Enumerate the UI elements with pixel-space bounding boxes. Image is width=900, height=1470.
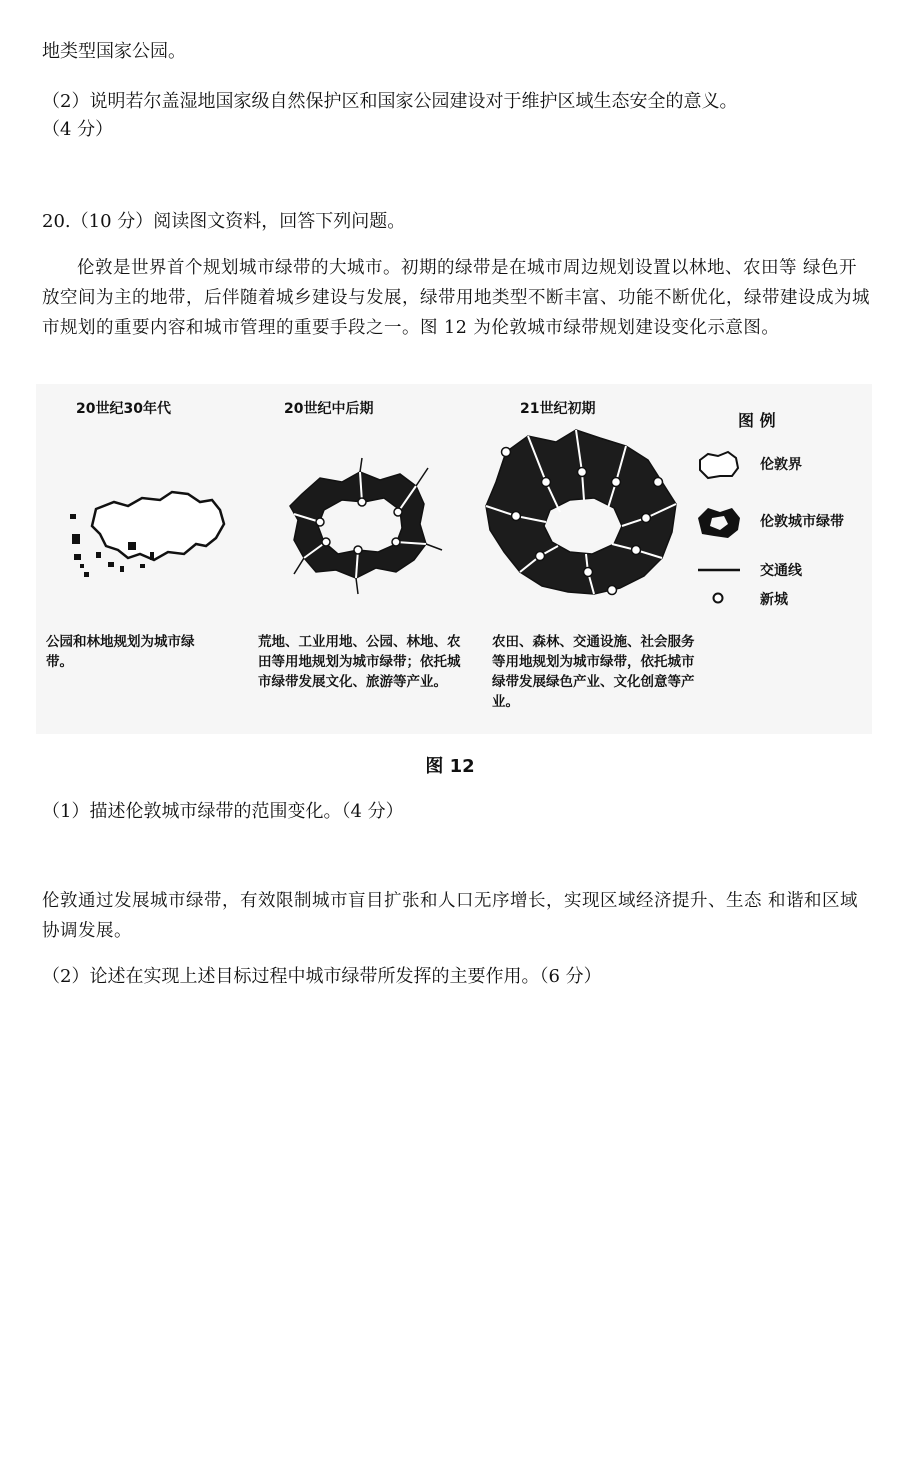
legend-greenbelt-icon: [694, 504, 744, 540]
panel-1-desc: 公园和林地规划为城市绿带。: [46, 634, 195, 670]
panel-2-map: [264, 454, 454, 604]
question-19-2: （2）说明若尔盖湿地国家级自然保护区和国家公园建设对于维护区域生态安全的意义。: [42, 91, 738, 112]
legend-label-boundary: 伦敦界: [760, 457, 802, 473]
question-20-1: （1）描述伦敦城市绿带的范围变化。（4 分）: [42, 801, 404, 822]
legend-label-new-town: 新城: [760, 592, 788, 608]
legend-transport-icon: [694, 562, 744, 578]
question-20-header: 20.（10 分）阅读图文资料，回答下列问题。: [42, 211, 406, 232]
legend-boundary-icon: [694, 446, 744, 482]
figure-caption: 图 12: [425, 756, 475, 777]
legend-new-town-icon: [710, 590, 726, 606]
top-continuation: 地类型国家公园。: [42, 41, 186, 62]
figure-12: [36, 384, 872, 734]
panel-3-title: 21世纪初期: [520, 401, 596, 417]
question-20-2: （2）论述在实现上述目标过程中城市绿带所发挥的主要作用。（6 分）: [42, 966, 602, 987]
question-19-2-score: （4 分）: [42, 119, 114, 140]
question-20-context: 伦敦通过发展城市绿带，有效限制城市盲目扩张和人口无序增长，实现区域经济提升、生态 和谐和区域协调发展。: [42, 891, 859, 941]
question-20-intro: 伦敦是世界首个规划城市绿带的大城市。初期的绿带是在城市周边规划设置以林地、农田等 绿色开放空间为主的地带，后伴随着城乡建设与发展，绿带用地类型不断丰富、功能不断优化，绿带建设成为城市规划的重要内容和城市管理的重要手段之一。图 12 为伦敦城市绿带规划建设变化示意图。: [42, 258, 870, 338]
legend-label-transport: 交通线: [760, 563, 802, 579]
panel-1-map: [56, 454, 246, 604]
panel-3-map: [476, 422, 696, 622]
panel-2-desc: 荒地、工业用地、公园、林地、农田等用地规划为城市绿带；依托城市绿带发展文化、旅游等产业。: [258, 634, 461, 690]
panel-3-desc: 农田、森林、交通设施、社会服务等用地规划为城市绿带，依托城市绿带发展绿色产业、文化创意等产业。: [492, 634, 695, 710]
legend-label-greenbelt: 伦敦城市绿带: [760, 514, 844, 530]
panel-2-title: 20世纪中后期: [284, 401, 374, 417]
panel-1-title: 20世纪30年代: [76, 401, 171, 417]
legend-title: 图 例: [738, 411, 776, 430]
london-boundary-1930s: [92, 492, 224, 560]
